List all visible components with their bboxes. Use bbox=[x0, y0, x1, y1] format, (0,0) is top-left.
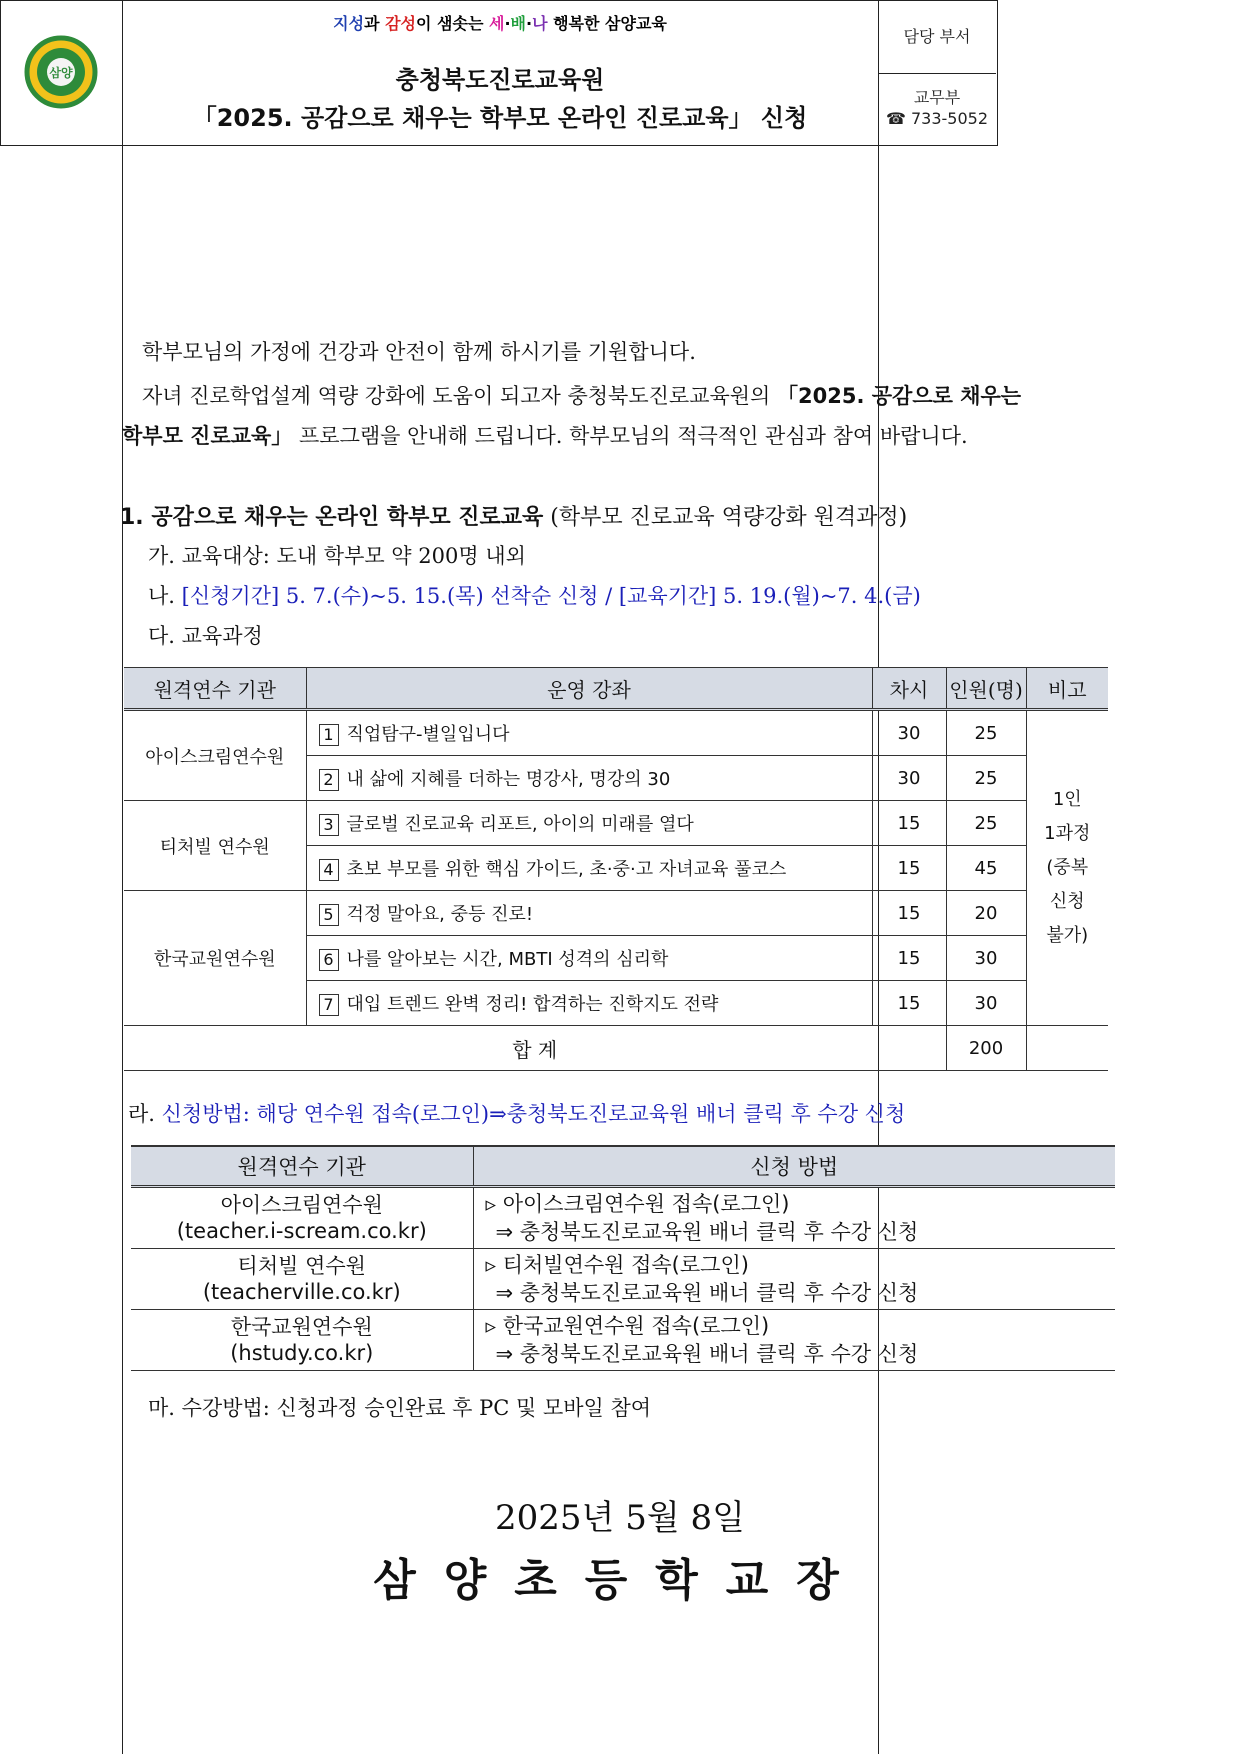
item-ga: 가. 교육대상: 도내 학부모 약 200명 내외 bbox=[148, 544, 526, 568]
dept-name: 교무부 bbox=[913, 88, 961, 107]
item-ma: 마. 수강방법: 신청과정 승인완료 후 PC 및 모바일 참여 bbox=[148, 1396, 652, 1420]
people-cell: 30 bbox=[946, 981, 1026, 1026]
logo-text: 삼양 bbox=[49, 66, 73, 80]
total-label: 합 계 bbox=[124, 1026, 946, 1071]
total-value: 200 bbox=[946, 1026, 1026, 1071]
intro-line2: 자녀 진로학업설계 역량 강화에 도움이 되고자 충청북도진로교육원의 「2025. 공감으로 채우는 bbox=[142, 384, 1022, 408]
header-title-line1: 충청북도진로교육원 bbox=[395, 66, 605, 94]
document-date: 2025년 5월 8일 bbox=[495, 1498, 745, 1538]
sessions-cell: 15 bbox=[872, 801, 946, 846]
sessions-cell: 15 bbox=[872, 891, 946, 936]
total-row bbox=[124, 1026, 1108, 1071]
note-cell: 1인 1과정 (중복 신청 불가) bbox=[1026, 710, 1108, 1026]
apply-institution-cell: 아이스크림연수원 (teacher.i-scream.co.kr) bbox=[131, 1187, 473, 1249]
table-row bbox=[124, 710, 1108, 756]
course-cell: 2 내 삶에 지혜를 더하는 명강사, 명강의 30 bbox=[306, 756, 872, 801]
table-row bbox=[124, 801, 1108, 846]
document-header bbox=[0, 0, 998, 146]
sessions-cell: 15 bbox=[872, 846, 946, 891]
sessions-cell: 15 bbox=[872, 936, 946, 981]
course-cell: 6 나를 알아보는 시간, MBTI 성격의 심리학 bbox=[306, 936, 872, 981]
school-slogan: 지성과 감성이 샘솟는 세·배·나 행복한 삼양교육 bbox=[333, 14, 667, 33]
col-course: 운영 강좌 bbox=[306, 668, 872, 710]
course-cell: 1 직업탐구-별일입니다 bbox=[306, 710, 872, 756]
total-note-empty bbox=[1026, 1026, 1108, 1071]
course-table bbox=[124, 667, 1108, 1071]
apply-col-method: 신청 방법 bbox=[473, 1146, 1115, 1187]
people-cell: 25 bbox=[946, 710, 1026, 756]
institution-cell: 아이스크림연수원 bbox=[124, 710, 306, 801]
institution-cell: 한국교원연수원 bbox=[124, 891, 306, 1026]
people-cell: 25 bbox=[946, 801, 1026, 846]
dept-info-cell bbox=[878, 73, 996, 146]
apply-method-cell: ▹ 한국교원연수원 접속(로그인) ⇒ 충청북도진로교육원 배너 클릭 후 수강 신청 bbox=[473, 1310, 1115, 1371]
course-cell: 4 초보 부모를 위한 핵심 가이드, 초·중·고 자녀교육 풀코스 bbox=[306, 846, 872, 891]
sessions-cell: 30 bbox=[872, 710, 946, 756]
people-cell: 45 bbox=[946, 846, 1026, 891]
course-cell: 3 글로벌 진로교육 리포트, 아이의 미래를 열다 bbox=[306, 801, 872, 846]
item-ra: 라. 신청방법: 해당 연수원 접속(로그인)⇒충청북도진로교육원 배너 클릭 후 수강 신청 bbox=[128, 1102, 906, 1126]
course-cell: 5 걱정 말아요, 중등 진로! bbox=[306, 891, 872, 936]
sessions-cell: 30 bbox=[872, 756, 946, 801]
people-cell: 30 bbox=[946, 936, 1026, 981]
course-cell: 7 대입 트렌드 완벽 정리! 합격하는 진학지도 전략 bbox=[306, 981, 872, 1026]
intro-line3: 학부모 진로교육」 프로그램을 안내해 드립니다. 학부모님의 적극적인 관심과 참여 바랍니다. bbox=[122, 424, 968, 448]
apply-table-header bbox=[131, 1146, 1115, 1187]
table-row bbox=[131, 1187, 1115, 1249]
sessions-cell: 15 bbox=[872, 981, 946, 1026]
apply-table bbox=[131, 1145, 1115, 1371]
table-row bbox=[124, 891, 1108, 936]
apply-method-cell: ▹ 아이스크림연수원 접속(로그인) ⇒ 충청북도진로교육원 배너 클릭 후 수강 신청 bbox=[473, 1187, 1115, 1249]
item-da: 다. 교육과정 bbox=[148, 624, 263, 648]
col-people: 인원(명) bbox=[946, 668, 1026, 710]
section1-heading: 1. 공감으로 채우는 온라인 학부모 진로교육 (학부모 진로교육 역량강화 원격과정) bbox=[120, 505, 908, 530]
course-table-header bbox=[124, 668, 1108, 710]
apply-col-institution: 원격연수 기관 bbox=[131, 1146, 473, 1187]
apply-institution-cell: 한국교원연수원 (hstudy.co.kr) bbox=[131, 1310, 473, 1371]
intro-line1: 학부모님의 가정에 건강과 안전이 함께 하시기를 기원합니다. bbox=[142, 340, 696, 364]
apply-method-cell: ▹ 티처빌연수원 접속(로그인) ⇒ 충청북도진로교육원 배너 클릭 후 수강 신청 bbox=[473, 1249, 1115, 1310]
people-cell: 25 bbox=[946, 756, 1026, 801]
item-na: 나. [신청기간] 5. 7.(수)~5. 15.(목) 선착순 신청 / [교육기간] 5. 19.(월)~7. 4.(금) bbox=[148, 584, 921, 608]
col-institution: 원격연수 기관 bbox=[124, 668, 306, 710]
col-note: 비고 bbox=[1026, 668, 1108, 710]
dept-label: 담당 부서 bbox=[903, 27, 971, 46]
dept-label-cell bbox=[878, 0, 996, 74]
signature: 삼양초등학교장 bbox=[373, 1555, 867, 1606]
dept-phone: ☎ 733-5052 bbox=[885, 109, 989, 128]
table-row bbox=[131, 1310, 1115, 1371]
table-row bbox=[131, 1249, 1115, 1310]
people-cell: 20 bbox=[946, 891, 1026, 936]
col-sessions: 차시 bbox=[872, 668, 946, 710]
school-logo bbox=[0, 0, 122, 144]
institution-cell: 티처빌 연수원 bbox=[124, 801, 306, 891]
apply-institution-cell: 티처빌 연수원 (teacherville.co.kr) bbox=[131, 1249, 473, 1310]
header-title-line2: 「2025. 공감으로 채우는 학부모 온라인 진로교육」 신청 bbox=[192, 104, 808, 132]
